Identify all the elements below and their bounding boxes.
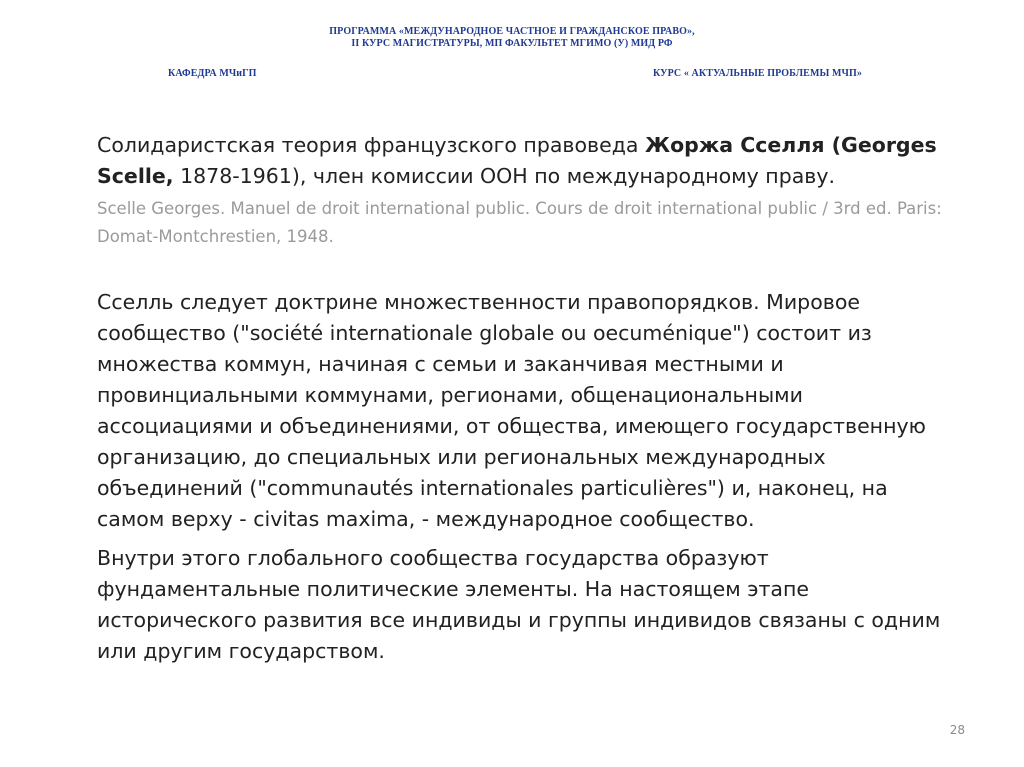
paragraph-spacer [97,251,957,287]
author-name: Жоржа Сселля (Georges Scelle, [97,133,937,188]
body-paragraph-2: Внутри этого глобального сообщества государства образуют фундаментальные политические элементы. На настоящем этапе исторического развития все индивиды и группы индивидов связаны с одним или другим государством. [97,546,941,663]
intro-paragraph [97,130,957,192]
page-number: 28 [949,723,965,737]
program-title-line-1: ПРОГРАММА «МЕЖДУНАРОДНОЕ ЧАСТНОЕ И ГРАЖДАНСКОЕ ПРАВО», [329,26,695,37]
bibliographic-reference: Scelle Georges. Manuel de droit international public. Cours de droit international public / 3rd ed. Paris: Domat-Montchrestien, 1948. [97,199,942,246]
body-paragraph-1: Сселль следует доктрине множественности правопорядков. Мировое сообщество ("société internationale globale ou oecuménique") состоит из множества коммун, начиная с семьи и заканчивая местными и провинциальными коммунами, регионами, общенациональными ассоциациями и объединениями, от общества, имеющего государственную организацию, до специальных или региональных международных объединений ("communautés internationales particulières") и, наконец, на самом верху - civitas maxima, - международное сообщество. [97,290,926,531]
program-title-line-2: II КУРС МАГИСТРАТУРЫ, МП ФАКУЛЬТЕТ МГИМО (У) МИД РФ [351,38,673,49]
paragraph-spacer [97,535,957,543]
department-label: КАФЕДРА МЧиГП [168,68,257,79]
intro-text-before: Солидаристская теория французского правоведа [97,133,645,157]
course-label: КУРС « АКТУАЛЬНЫЕ ПРОБЛЕМЫ МЧП» [653,68,862,79]
slide-content [97,130,957,667]
intro-text-after: 1878-1961), член комиссии ООН по международному праву. [173,164,836,188]
